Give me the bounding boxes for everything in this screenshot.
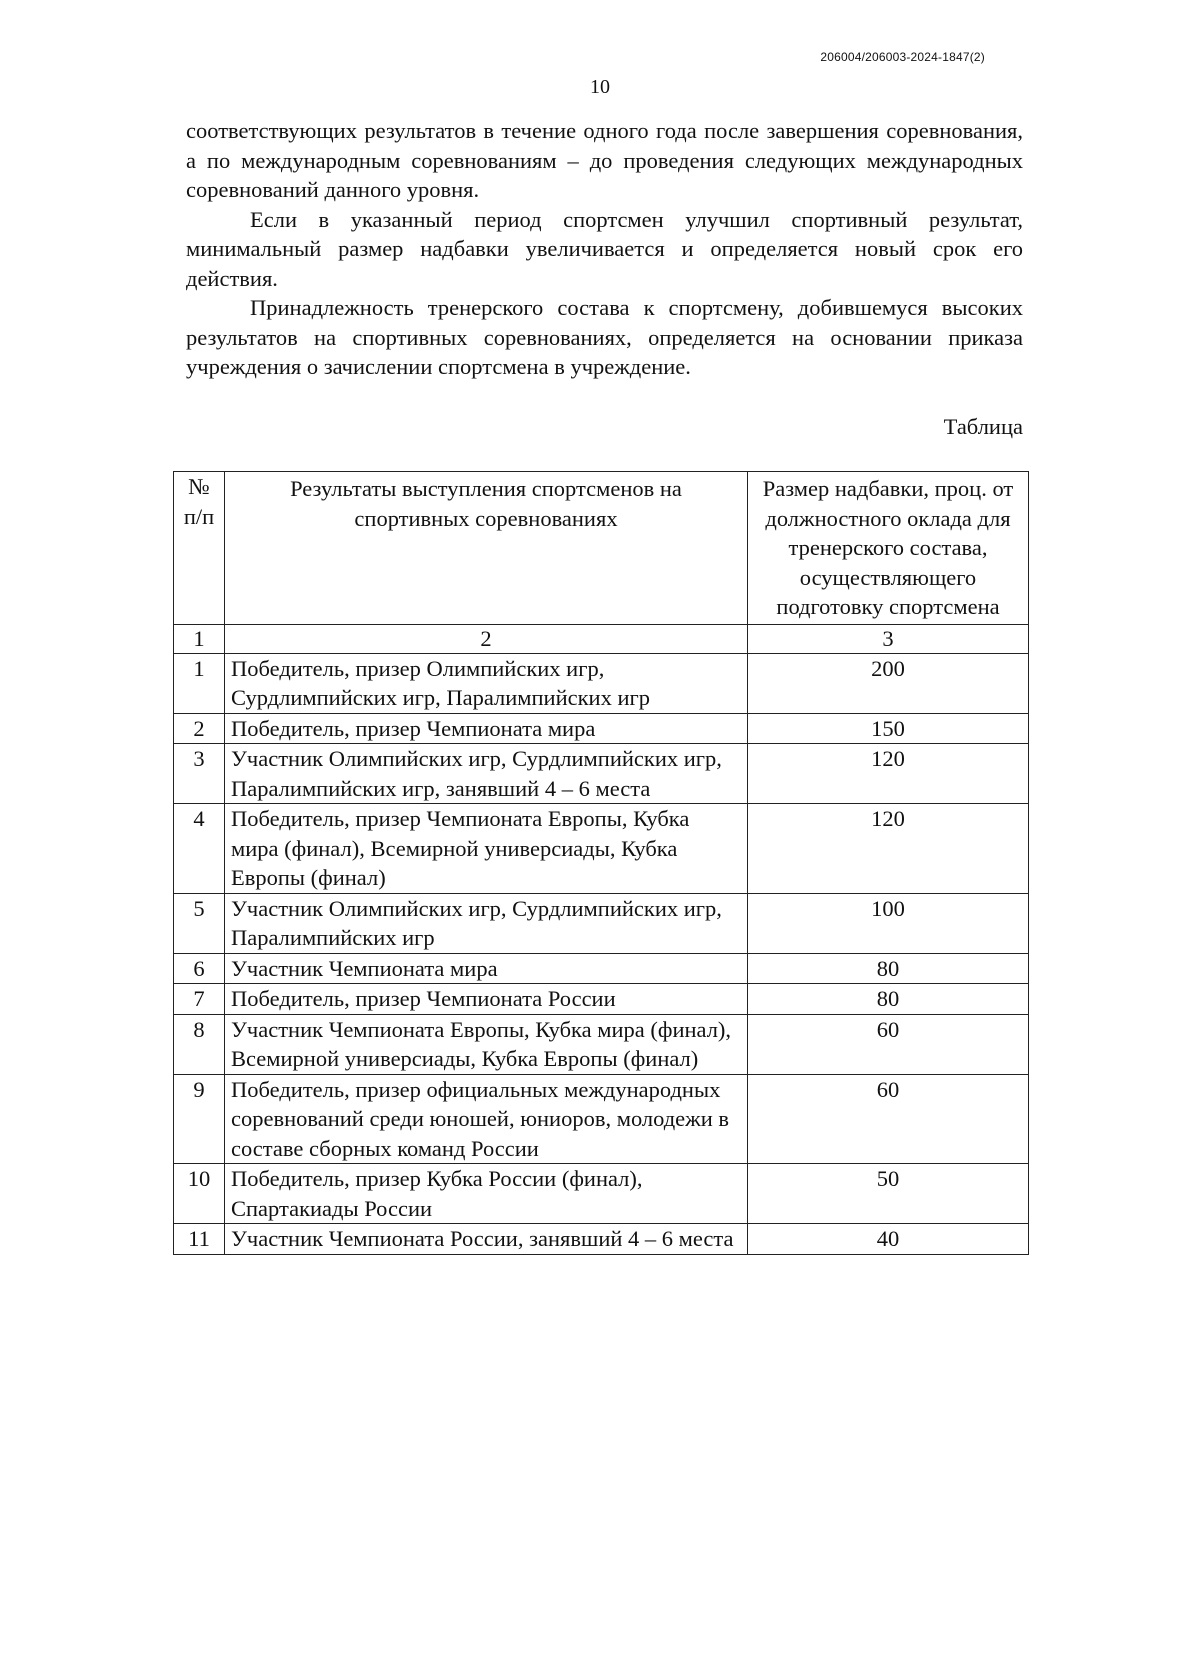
table-row bbox=[174, 893, 1029, 953]
column-index-3: 3 bbox=[748, 624, 1029, 653]
table-row bbox=[174, 804, 1029, 894]
row-number: 4 bbox=[174, 804, 225, 894]
row-result: Участник Олимпийских игр, Сурдлимпийских игр, Паралимпийских игр, занявший 4 – 6 места bbox=[225, 744, 748, 804]
row-bonus-value: 120 bbox=[748, 744, 1029, 804]
row-bonus-value: 120 bbox=[748, 804, 1029, 894]
table-row bbox=[174, 1074, 1029, 1164]
header-results: Результаты выступления спортсменов на спортивных соревнованиях bbox=[225, 472, 748, 625]
table-row bbox=[174, 1014, 1029, 1074]
paragraph-continuation: соответствующих результатов в течение одного года после завершения соревнования, а по международным соревнованиям – до проведения следующих международных соревнований данного уровня. bbox=[186, 118, 1023, 202]
row-result: Победитель, призер Олимпийских игр, Сурдлимпийских игр, Паралимпийских игр bbox=[225, 653, 748, 713]
row-number: 8 bbox=[174, 1014, 225, 1074]
table-row bbox=[174, 984, 1029, 1015]
row-result: Победитель, призер Чемпионата мира bbox=[225, 713, 748, 744]
row-number: 1 bbox=[174, 653, 225, 713]
header-bonus-size: Размер надбавки, проц. от должностного оклада для тренерского состава, осуществляющего подготовку спортсмена bbox=[748, 472, 1029, 625]
table-row bbox=[174, 744, 1029, 804]
table-row bbox=[174, 713, 1029, 744]
row-result: Победитель, призер официальных международных соревнований среди юношей, юниоров, молодежи в составе сборных команд России bbox=[225, 1074, 748, 1164]
page-number: 10 bbox=[590, 76, 610, 98]
column-index-row bbox=[174, 624, 1029, 653]
row-bonus-value: 60 bbox=[748, 1014, 1029, 1074]
bonus-table bbox=[173, 471, 1029, 1255]
paragraph-coach-affiliation: Принадлежность тренерского состава к спортсмену, добившемуся высоких результатов на спортивных соревнованиях, определяется на основании приказа учреждения о зачислении спортсмена в учреждение. bbox=[186, 295, 1023, 379]
column-index-1: 1 bbox=[174, 624, 225, 653]
row-number: 11 bbox=[174, 1224, 225, 1255]
row-bonus-value: 40 bbox=[748, 1224, 1029, 1255]
row-number: 9 bbox=[174, 1074, 225, 1164]
row-result: Победитель, призер Чемпионата Европы, Кубка мира (финал), Всемирной универсиады, Кубка Европы (финал) bbox=[225, 804, 748, 894]
row-bonus-value: 100 bbox=[748, 893, 1029, 953]
row-number: 2 bbox=[174, 713, 225, 744]
document-registration-code: 206004/206003-2024-1847(2) bbox=[820, 50, 985, 64]
row-bonus-value: 200 bbox=[748, 653, 1029, 713]
table-body bbox=[174, 624, 1029, 1254]
table-row bbox=[174, 1224, 1029, 1255]
row-bonus-value: 80 bbox=[748, 953, 1029, 984]
row-result: Участник Олимпийских игр, Сурдлимпийских игр, Паралимпийских игр bbox=[225, 893, 748, 953]
row-number: 6 bbox=[174, 953, 225, 984]
row-number: 7 bbox=[174, 984, 225, 1015]
table-header-row bbox=[174, 472, 1029, 625]
row-bonus-value: 50 bbox=[748, 1164, 1029, 1224]
table-header bbox=[174, 472, 1029, 625]
row-result: Участник Чемпионата мира bbox=[225, 953, 748, 984]
body-text bbox=[186, 116, 1023, 382]
table-row bbox=[174, 1164, 1029, 1224]
row-bonus-value: 60 bbox=[748, 1074, 1029, 1164]
row-bonus-value: 150 bbox=[748, 713, 1029, 744]
column-index-2: 2 bbox=[225, 624, 748, 653]
table-row bbox=[174, 953, 1029, 984]
row-result: Победитель, призер Чемпионата России bbox=[225, 984, 748, 1015]
row-result: Участник Чемпионата России, занявший 4 – 6 места bbox=[225, 1224, 748, 1255]
paragraph-result-improvement: Если в указанный период спортсмен улучшил спортивный результат, минимальный размер надбавки увеличивается и определяется новый срок его действия. bbox=[186, 206, 1023, 291]
row-number: 3 bbox=[174, 744, 225, 804]
table-caption: Таблица bbox=[943, 414, 1023, 439]
row-number: 5 bbox=[174, 893, 225, 953]
row-number: 10 bbox=[174, 1164, 225, 1224]
header-number: № п/п bbox=[174, 472, 225, 625]
table-row bbox=[174, 653, 1029, 713]
row-bonus-value: 80 bbox=[748, 984, 1029, 1015]
row-result: Участник Чемпионата Европы, Кубка мира (финал), Всемирной универсиады, Кубка Европы (финал) bbox=[225, 1014, 748, 1074]
row-result: Победитель, призер Кубка России (финал), Спартакиады России bbox=[225, 1164, 748, 1224]
